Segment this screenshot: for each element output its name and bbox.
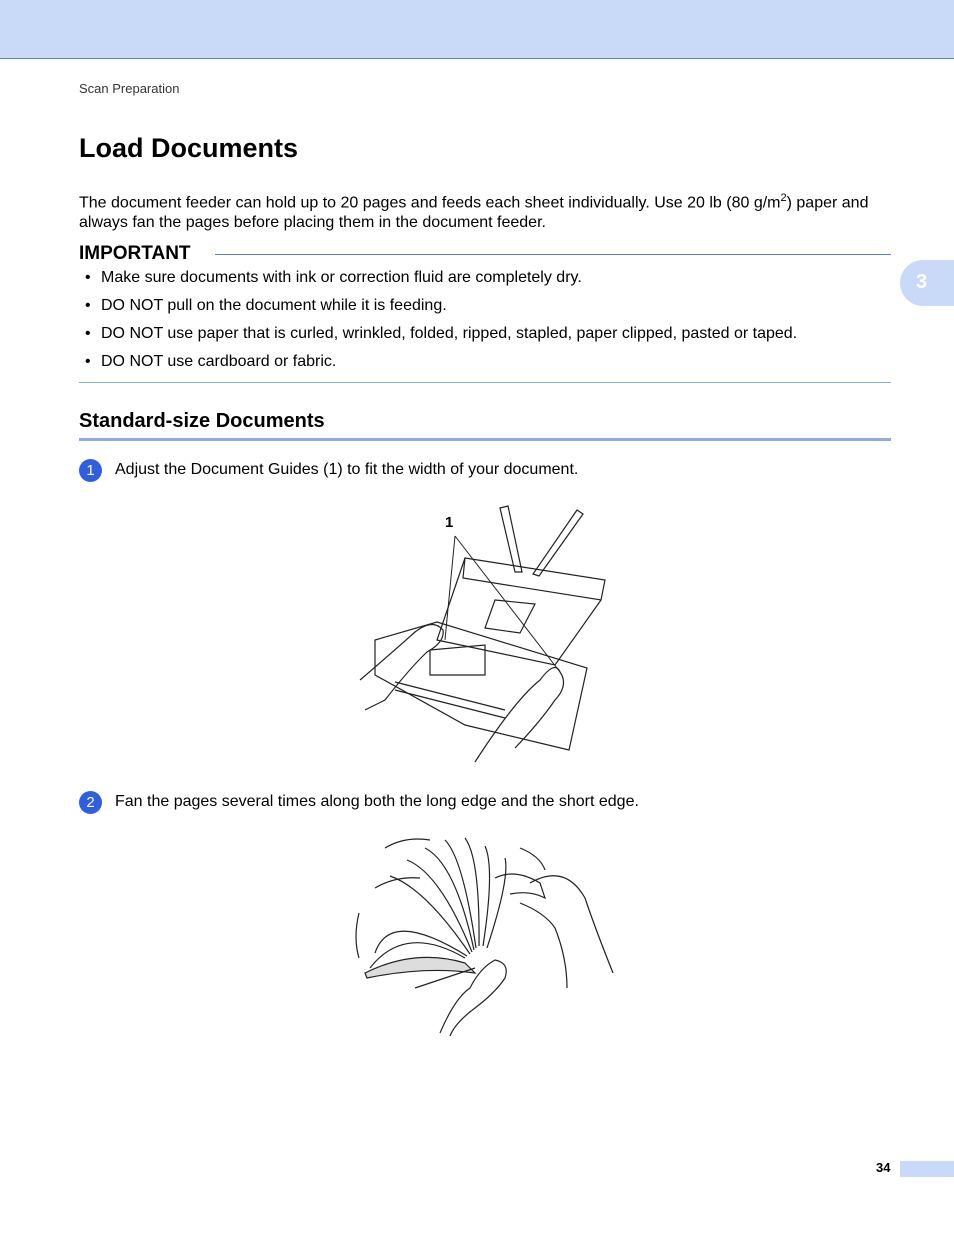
footer-band — [900, 1161, 954, 1177]
intro-text-b: ) paper and always fan the pages before placing them in the document feeder. — [79, 194, 869, 232]
step-text: Adjust the Document Guides (1) to fit the width of your document. — [115, 461, 579, 478]
step-text: Fan the pages several times along both the long edge and the short edge. — [115, 793, 639, 810]
chapter-number: 3 — [916, 271, 928, 293]
section-title: Standard-size Documents — [79, 410, 325, 432]
bullet: • — [85, 297, 91, 314]
important-end-rule — [79, 382, 891, 383]
callout-label: 1 — [445, 514, 454, 531]
list-item-text: DO NOT use paper that is curled, wrinkled, folded, ripped, stapled, paper clipped, pasted or taped. — [101, 325, 798, 342]
list-item — [85, 351, 797, 379]
page-title: Load Documents — [79, 133, 299, 163]
page-number: 34 — [876, 1160, 891, 1175]
bullet: • — [85, 325, 91, 342]
chapter-tab — [900, 260, 954, 306]
step-number-icon: 2 — [79, 791, 102, 814]
list-item — [85, 267, 797, 295]
important-heading: IMPORTANT — [79, 243, 191, 264]
section-rule — [79, 438, 891, 441]
fanning-pages-illustration — [345, 828, 625, 1040]
important-rule — [215, 254, 891, 255]
list-item-text: DO NOT use cardboard or fabric. — [101, 353, 337, 370]
bullet: • — [85, 353, 91, 370]
list-item-text: Make sure documents with ink or correction fluid are completely dry. — [101, 269, 582, 286]
bullet: • — [85, 269, 91, 286]
scanner-guides-illustration — [355, 500, 625, 770]
step-number-icon: 1 — [79, 459, 102, 482]
intro-paragraph — [79, 188, 894, 233]
intro-superscript: 2 — [780, 192, 787, 204]
list-item — [85, 295, 797, 323]
intro-text-a: The document feeder can hold up to 20 pages and feeds each sheet individually. Use 20 lb (80 g/m — [79, 194, 781, 212]
list-item-text: DO NOT pull on the document while it is feeding. — [101, 297, 447, 314]
header-band — [0, 0, 954, 59]
list-item — [85, 323, 797, 351]
breadcrumb: Scan Preparation — [79, 81, 180, 96]
important-list — [85, 267, 797, 379]
